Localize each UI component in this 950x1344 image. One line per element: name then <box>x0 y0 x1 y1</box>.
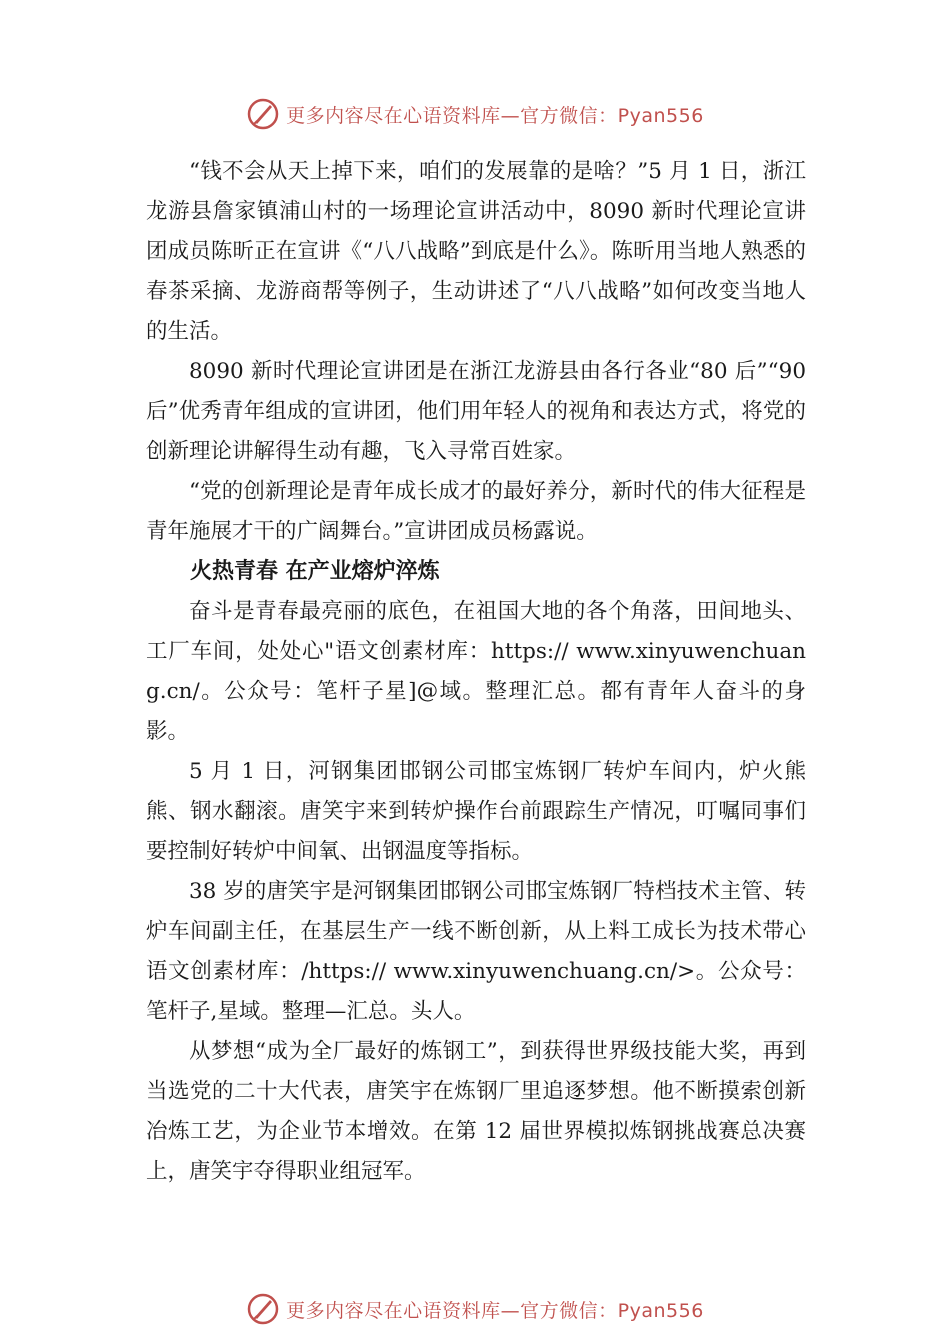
footer-banner <box>0 1289 950 1329</box>
paragraph: 8090 新时代理论宣讲团是在浙江龙游县由各行各业“80 后”“90 后”优秀青年组成的宣讲团，他们用年轻人的视角和表达方式，将党的创新理论讲解得生动有趣，飞入寻常百姓家。 <box>146 359 806 464</box>
paragraph: “党的创新理论是青年成长成才的最好养分，新时代的伟大征程是青年施展才干的广阔舞台。”宣讲团成员杨露说。 <box>146 479 806 544</box>
section-heading: 火热青春 在产业熔炉淬炼 <box>190 559 440 584</box>
quill-seal-logo-icon <box>246 1292 280 1326</box>
paragraph: “钱不会从天上掉下来，咱们的发展靠的是啥？”5 月 1 日，浙江龙游县詹家镇浦山村的一场理论宣讲活动中，8090 新时代理论宣讲团成员陈昕正在宣讲《“八八战略”到底是什么》。陈昕用当地人熟悉的春茶采摘、龙游商帮等例子，生动讲述了“八八战略”如何改变当地人的生活。 <box>146 159 806 344</box>
footer-banner-text: 更多内容尽在心语资料库—官方微信：Pyan556 <box>286 1299 704 1322</box>
header-banner-text: 更多内容尽在心语资料库—官方微信：Pyan556 <box>286 104 704 127</box>
paragraph: 38 岁的唐笑宇是河钢集团邯钢公司邯宝炼钢厂特档技术主管、转炉车间副主任，在基层生产一线不断创新，从上料工成长为技术带心语文创素材库：/https:// www.xinyuwenchuang.cn/>。公众号：笔杆子,星域。整理—汇总。头人。 <box>146 879 806 1024</box>
paragraph: 5 月 1 日，河钢集团邯钢公司邯宝炼钢厂转炉车间内，炉火熊熊、钢水翻滚。唐笑宇来到转炉操作台前跟踪生产情况，叮嘱同事们要控制好转炉中间氧、出钢温度等指标。 <box>146 759 806 864</box>
paragraph: 奋斗是青春最亮丽的底色，在祖国大地的各个角落，田间地头、工厂车间，处处心"语文创素材库：https:// www.xinyuwenchuang.cn/。公众号：笔杆子星]@域。整理汇总。都有青年人奋斗的身影。 <box>146 599 806 744</box>
header-banner <box>0 94 950 134</box>
article-body <box>146 152 806 1192</box>
paragraph: 从梦想“成为全厂最好的炼钢工”，到获得世界级技能大奖，再到当选党的二十大代表，唐笑宇在炼钢厂里追逐梦想。他不断摸索创新冶炼工艺，为企业节本增效。在第 12 届世界模拟炼钢挑战赛总决赛上，唐笑宇夺得职业组冠军。 <box>146 1039 806 1184</box>
quill-seal-logo-icon <box>246 97 280 131</box>
